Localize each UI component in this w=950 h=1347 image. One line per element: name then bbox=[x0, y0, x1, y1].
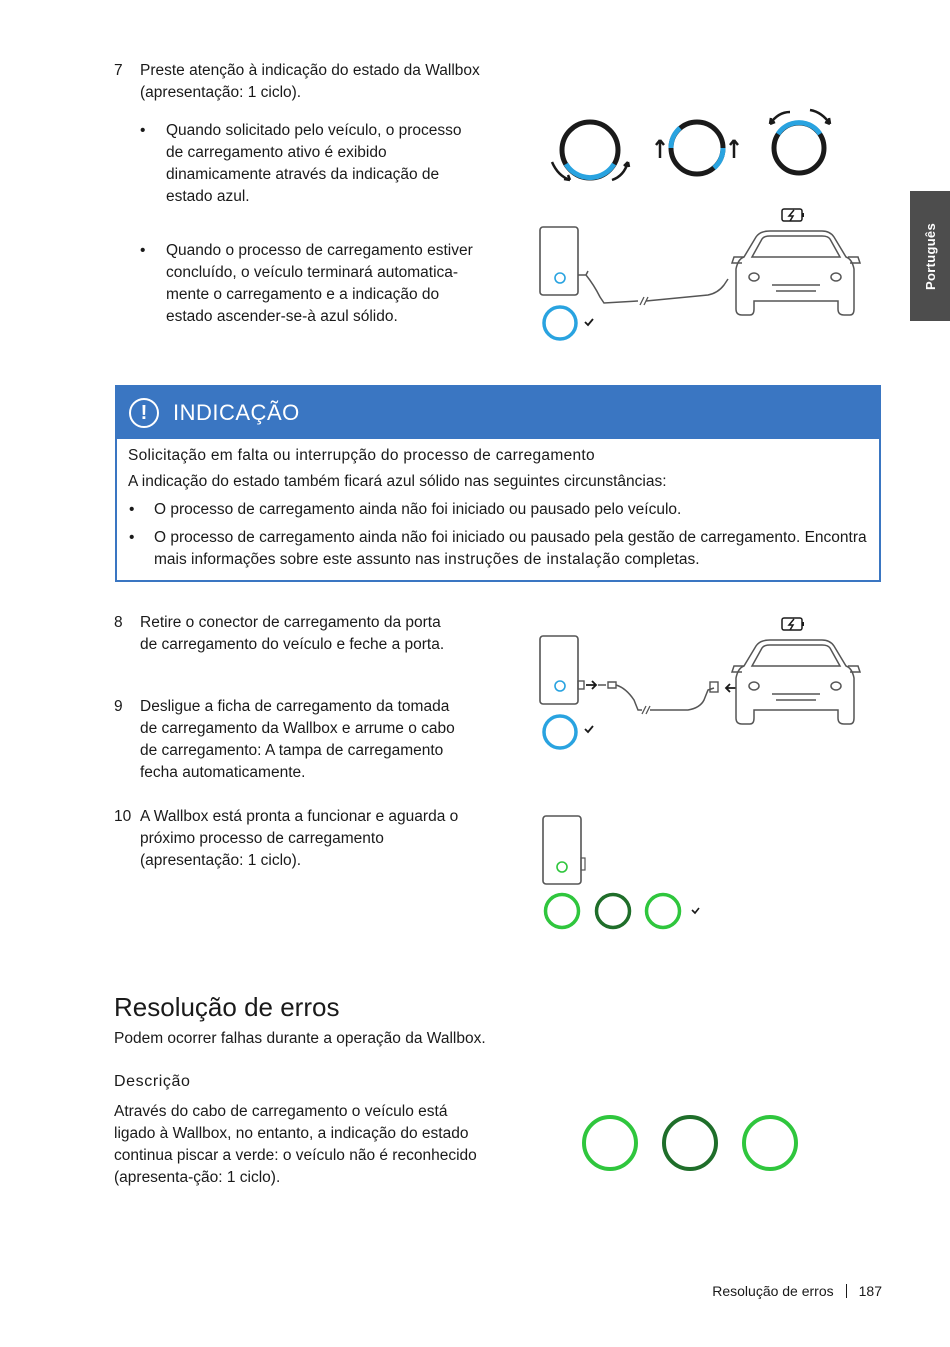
step-text: Desligue a ficha de carregamento da tomada de carregamento da Wallbox e arrume o cabo de carregamento: A tampa de carregamento fecha automaticamente. bbox=[140, 698, 455, 781]
bullet-dot: • bbox=[140, 242, 146, 259]
rotation-arrow-icon bbox=[730, 140, 738, 158]
rotation-arrow-icon bbox=[770, 112, 790, 124]
footer-section: Resolução de erros bbox=[712, 1283, 834, 1299]
ring-2 bbox=[656, 122, 738, 174]
ring-3 bbox=[770, 110, 830, 173]
battery-charging-icon bbox=[782, 618, 804, 630]
step-text: A Wallbox está pronta a funcionar e aguarda o próximo processo de carregamento (apresentação: 1 ciclo). bbox=[140, 808, 459, 869]
step-number: 9 bbox=[114, 698, 123, 715]
page-footer bbox=[712, 1283, 882, 1299]
step-number: 10 bbox=[114, 808, 132, 825]
section-title: Resolução de erros bbox=[114, 992, 340, 1022]
notice-intro: A indicação do estado também ficará azul sólido nas seguintes circunstâncias: bbox=[128, 473, 667, 490]
notice-subtitle: Solicitação em falta ou interrupção do processo de carregamento bbox=[128, 447, 595, 464]
description-body: Através do cabo de carregamento o veículo está ligado à Wallbox, no entanto, a indicação do estado continua piscar a verde: o veículo não é reconhecido (apresenta-ção: 1 ciclo). bbox=[114, 1103, 477, 1186]
step-number: 7 bbox=[114, 62, 123, 79]
notice-title: INDICAÇÃO bbox=[173, 400, 300, 425]
ready-illustration bbox=[540, 812, 710, 937]
footer-divider bbox=[846, 1284, 847, 1298]
wallbox bbox=[540, 227, 578, 295]
page-number: 187 bbox=[858, 1283, 882, 1299]
notice-bullet-text-end: completas. bbox=[620, 551, 700, 568]
rotation-arrow-icon bbox=[656, 140, 664, 158]
ring-1 bbox=[552, 122, 629, 180]
notice-header bbox=[117, 387, 879, 439]
battery-charging-icon bbox=[782, 209, 804, 221]
notice-bullet: • O processo de carregamento ainda não foi iniciado ou pausado pelo veículo. bbox=[129, 501, 682, 518]
notice-box bbox=[115, 385, 881, 582]
wallbox bbox=[540, 636, 578, 704]
checkmark-icon bbox=[585, 319, 593, 325]
notice-bullet: • O processo de carregamento ainda não foi iniciado ou pausado pela gestão de carregamento. Encontra mais informações sobre este assunto nas instruções de instalação completas. bbox=[129, 529, 867, 568]
charging-complete-illustration bbox=[538, 205, 858, 345]
language-tab[interactable] bbox=[910, 191, 950, 321]
car-front bbox=[732, 231, 860, 315]
green-blink-illustration bbox=[580, 1113, 802, 1175]
unplug-illustration bbox=[538, 614, 858, 754]
checkmark-icon bbox=[585, 726, 593, 732]
section-intro: Podem ocorrer falhas durante a operação da Wallbox. bbox=[114, 1030, 486, 1047]
unplug-arrow-icon bbox=[586, 681, 596, 689]
notice-bullet-text: O processo de carregamento ainda não foi iniciado ou pausado pela gestão de carregamento. Encontra mais informações sobre este assunto nas bbox=[154, 529, 867, 568]
installation-instructions-link[interactable]: instruções de instalação bbox=[444, 551, 621, 568]
rotation-arrow-icon bbox=[810, 110, 830, 124]
wallbox bbox=[543, 816, 581, 884]
bullet-text: Quando o processo de carregamento estiver concluído, o veículo terminará automatica-mente o carregamento e a indicação do estado ascender-se-à azul sólido. bbox=[166, 242, 473, 325]
car-front bbox=[732, 640, 860, 724]
exclamation-icon: ! bbox=[129, 398, 159, 428]
language-tab-label: Português bbox=[922, 222, 938, 290]
bullet-dot: • bbox=[140, 122, 146, 139]
description-heading: Descrição bbox=[114, 1073, 191, 1090]
blue-animation-illustration bbox=[540, 100, 840, 190]
unplug-arrow-icon bbox=[726, 684, 736, 692]
step-text: Retire o conector de carregamento da porta de carregamento do veículo e feche a porta. bbox=[140, 614, 445, 653]
notice-body bbox=[117, 439, 879, 571]
step-number: 8 bbox=[114, 614, 123, 631]
checkmark-icon bbox=[692, 908, 699, 913]
bullet-text: Quando solicitado pelo veículo, o processo de carregamento ativo é exibido dinamicamente através da indicação de estado azul. bbox=[166, 122, 462, 205]
step-text: Preste atenção à indicação do estado da Wallbox (apresentação: 1 ciclo). bbox=[140, 62, 480, 101]
notice-bullet-text: O processo de carregamento ainda não foi iniciado ou pausado pelo veículo. bbox=[154, 501, 682, 518]
